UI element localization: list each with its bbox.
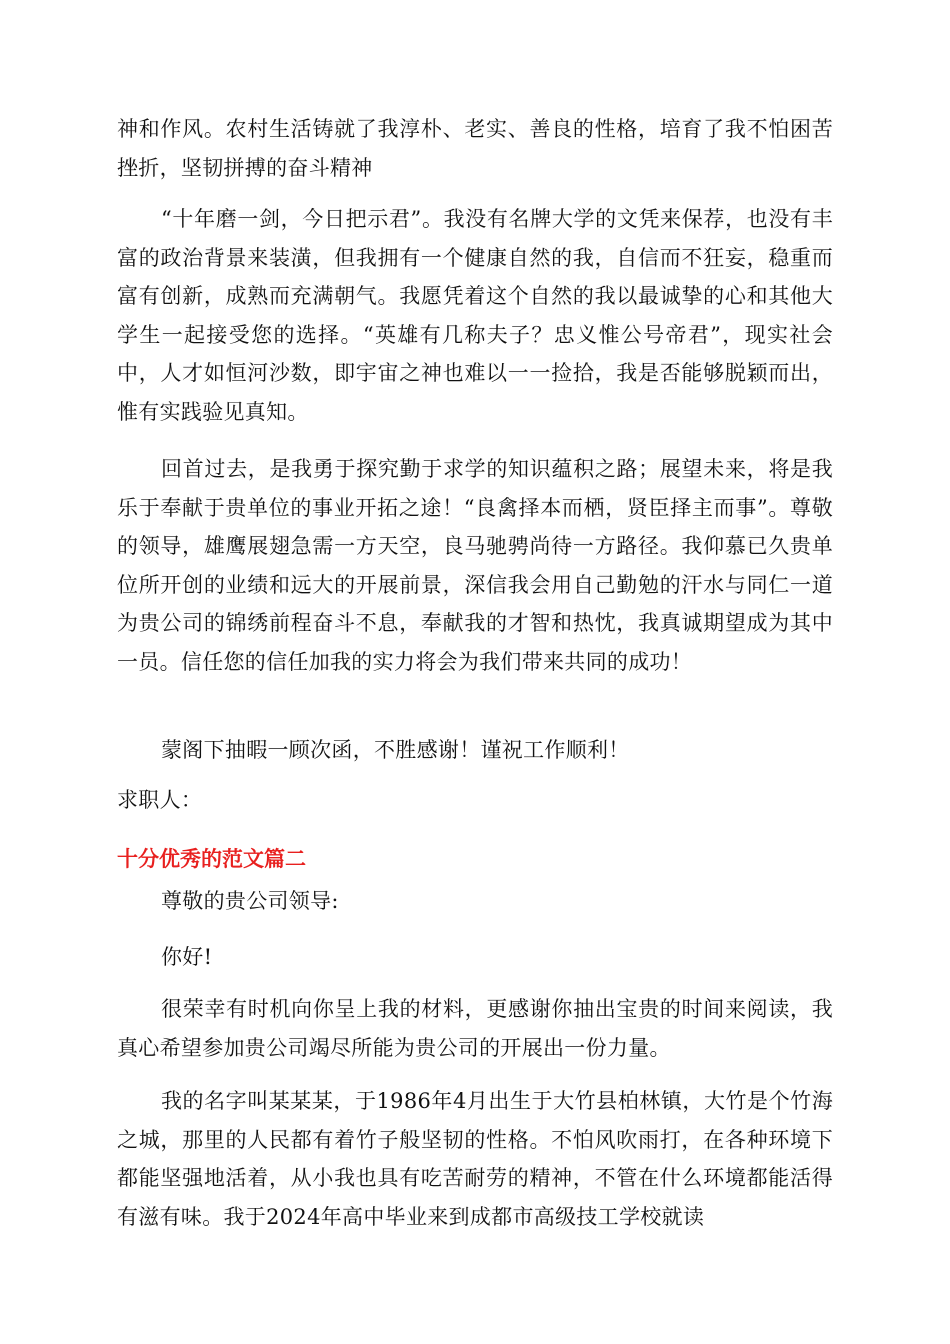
paragraph-background: 我的名字叫某某某，于1986年4月出生于大竹县柏林镇，大竹是个竹海之城，那里的人民都有着竹子般坚韧的性格。不怕风吹雨打，在各种环境下都能坚强地活着，从小我也具有吃苦耐劳的精神，不管在什么环境都能活得有滋有味。我于2024年高中毕业来到成都市高级技工学校就读 <box>117 1089 833 1229</box>
paragraph-self-introduction: “十年磨一剑，今日把示君”。我没有名牌大学的文凭来保荐，也没有丰富的政治背景来装潢，但我拥有一个健康自然的我，自信而不狂妄，稳重而富有创新，成熟而充满朝气。我愿凭着这个自然的我以最诚挚的心和其他大学生一起接受您的选择。“英雄有几称夫子？忠义惟公号帝君”，现实社会中，人才如恒河沙数，即宇宙之神也难以一一捡拾，我是否能够脱颖而出，惟有实践验见真知。 <box>117 207 833 424</box>
paragraph-intent: 很荣幸有时机向你呈上我的材料，更感谢你抽出宝贵的时间来阅读，我真心希望参加贵公司竭尽所能为贵公司的开展出一份力量。 <box>117 997 833 1060</box>
salutation: 尊敬的贵公司领导: <box>161 889 339 913</box>
paragraph-closing-thanks: 蒙阁下抽暇一顾次函，不胜感谢！谨祝工作顺利！ <box>161 738 630 762</box>
paragraph-aspiration: 回首过去，是我勇于探究勤于求学的知识蕴积之路；展望未来，将是我乐于奉献于贵单位的事业开拓之途！“良禽择本而栖，贤臣择主而事”。尊敬的领导，雄鹰展翅急需一方天空，良马驰骋尚待一方路径。我仰慕已久贵单位所开创的业绩和远大的开展前景，深信我会用自己勤勉的汗水与同仁一道为贵公司的锦绣前程奋斗不息，奉献我的才智和热忱，我真诚期望成为其中一员。信任您的信任加我的实力将会为我们带来共同的成功！ <box>117 457 833 674</box>
section-heading: 十分优秀的范文篇二 <box>117 847 306 871</box>
paragraph-upbringing: 神和作风。农村生活铸就了我淳朴、老实、善良的性格，培育了我不怕困苦挫折，坚韧拼搏的奋斗精神 <box>117 117 833 180</box>
greeting: 你好! <box>161 945 213 969</box>
signature-line: 求职人： <box>117 788 203 812</box>
